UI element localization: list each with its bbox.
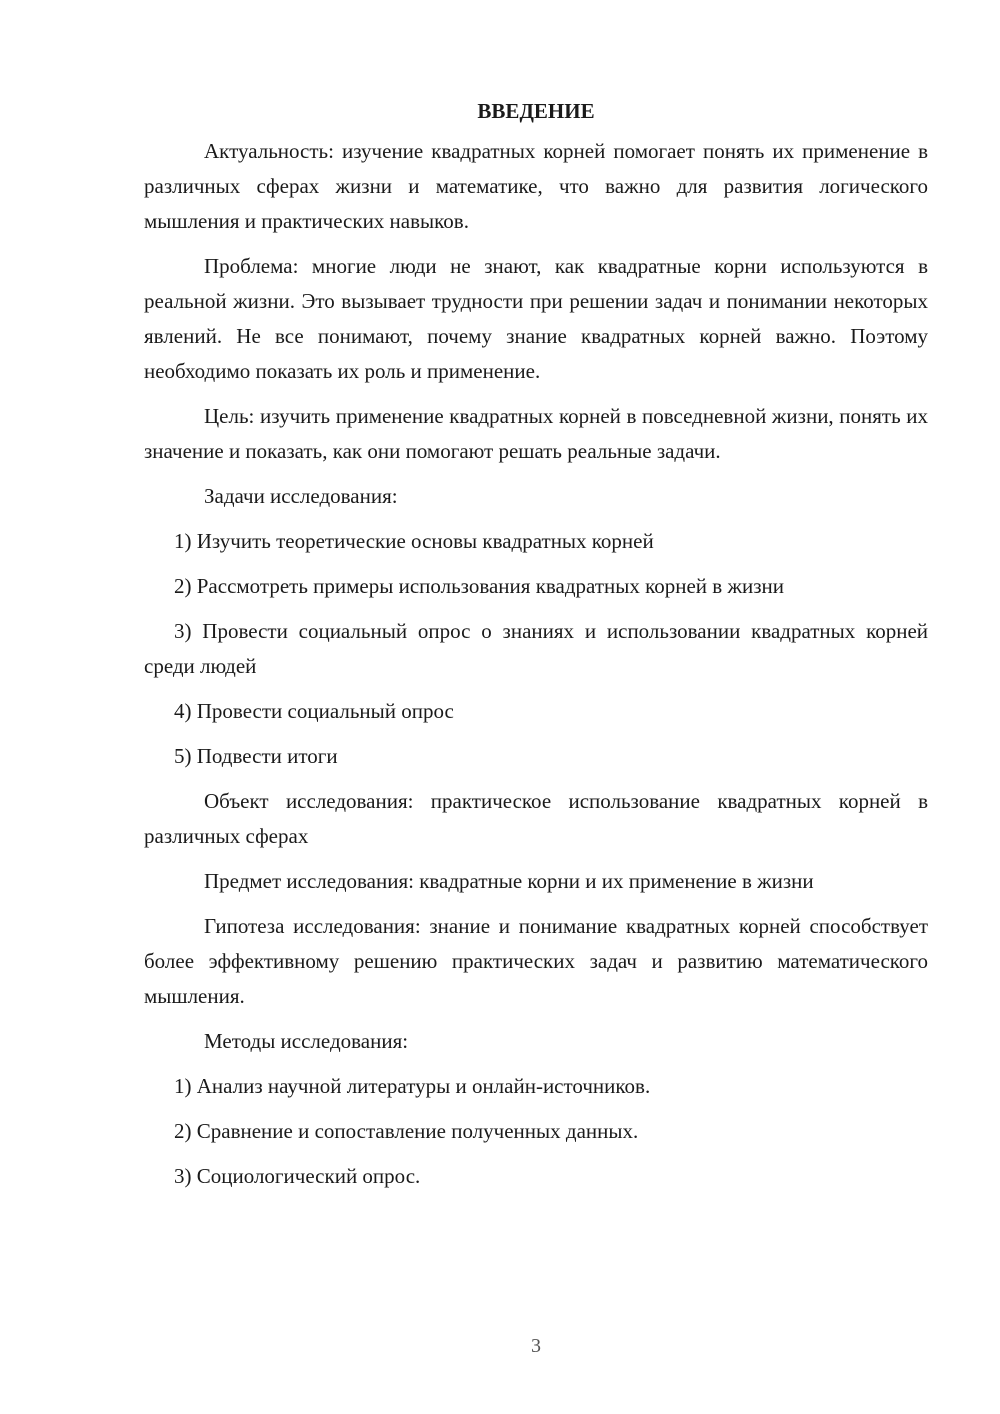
paragraph: Объект исследования: практическое использование квадратных корней в различных сферах — [144, 789, 928, 848]
text-body — [144, 134, 928, 1194]
list-item: 4) Провести социальный опрос — [174, 699, 454, 723]
paragraph: Задачи исследования: — [204, 484, 398, 508]
paragraph: Проблема: многие люди не знают, как квадратные корни используются в реальной жизни. Это вызывает трудности при решении задач и понимании некоторых явлений. Не все понимают, почему знание квадратных корней важно. Поэтому необходимо показать их роль и применение. — [144, 254, 928, 383]
page-content — [144, 94, 928, 1204]
paragraph: Цель: изучить применение квадратных корней в повседневной жизни, понять их значение и показать, как они помогают решать реальные задачи. — [144, 404, 928, 463]
paragraph: Гипотеза исследования: знание и понимание квадратных корней способствует более эффективному решению практических задач и развитию математического мышления. — [144, 914, 928, 1008]
list-item: 1) Анализ научной литературы и онлайн-источников. — [174, 1074, 651, 1098]
list-item: 2) Сравнение и сопоставление полученных данных. — [174, 1119, 639, 1143]
list-item: 5) Подвести итоги — [174, 744, 338, 768]
paragraph: Актуальность: изучение квадратных корней помогает понять их применение в различных сферах жизни и математике, что важно для развития логического мышления и практических навыков. — [144, 139, 928, 233]
list-item: 2) Рассмотреть примеры использования квадратных корней в жизни — [174, 574, 784, 598]
section-heading: ВВЕДЕНИЕ — [477, 99, 595, 123]
list-item: 3) Социологический опрос. — [174, 1164, 421, 1188]
paragraph: Предмет исследования: квадратные корни и их применение в жизни — [204, 869, 814, 893]
paragraph: Методы исследования: — [204, 1029, 409, 1053]
list-item: 3) Провести социальный опрос о знаниях и использовании квадратных корней среди людей — [144, 619, 928, 678]
list-item: 1) Изучить теоретические основы квадратных корней — [174, 529, 654, 553]
page-number: 3 — [531, 1335, 541, 1357]
